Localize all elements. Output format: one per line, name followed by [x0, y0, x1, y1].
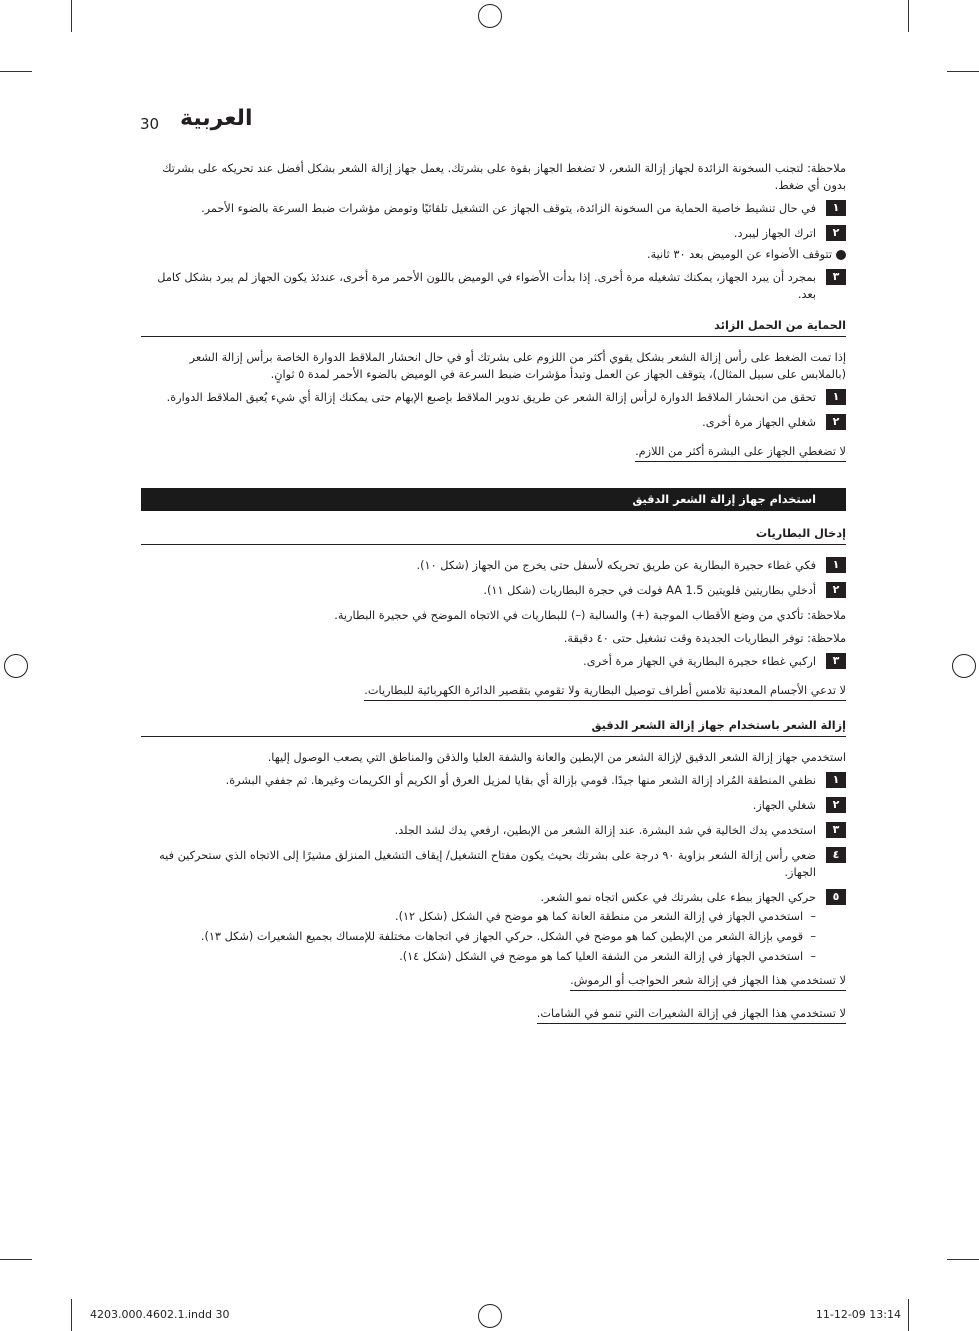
- list-item: [141, 269, 846, 303]
- registration-mark-icon: [478, 4, 502, 28]
- crop-mark: [908, 1299, 909, 1331]
- section-heading: إزالة الشعر باستخدام جهاز إزالة الشعر الدقيق: [141, 711, 846, 737]
- step-number: ١: [826, 200, 846, 216]
- step-text: شغلي الجهاز مرة أخرى.: [702, 416, 816, 429]
- crop-mark: [908, 0, 909, 32]
- step-text: اترك الجهاز ليبرد.: [733, 227, 816, 240]
- crop-mark: [0, 71, 32, 72]
- list-item: [141, 847, 846, 881]
- footer-file-info: 4203.000.4602.1.indd 30: [90, 1308, 230, 1321]
- step-number: ٣: [826, 269, 846, 285]
- step-number: ٣: [826, 653, 846, 669]
- step-number: ١: [826, 557, 846, 573]
- list-item: [141, 557, 846, 574]
- step-text: أدخلي بطاريتين قلويتين AA 1.5 فولت في حجرة البطاريات (شكل ١١).: [483, 584, 816, 597]
- list-item: [141, 582, 846, 599]
- list-item: [141, 200, 846, 217]
- note-paragraph: ملاحظة: تأكدي من وضع الأقطاب الموجبة (+) والسالبة (–) للبطاريات في الاتجاه الموضح في حجيرة البطارية.: [334, 609, 846, 622]
- section-title-bar: استخدام جهاز إزالة الشعر الدقيق: [141, 488, 846, 511]
- crop-mark: [71, 0, 72, 32]
- tip-text: تتوقف الأضواء عن الوميض بعد ٣٠ ثانية.: [646, 248, 832, 261]
- step-text: حركي الجهاز ببطء على بشرتك في عكس اتجاه نمو الشعر.: [540, 891, 816, 904]
- step-number: ٣: [826, 822, 846, 838]
- crop-mark: [947, 71, 979, 72]
- step-text: اركبي غطاء حجيرة البطارية في الجهاز مرة أخرى.: [583, 655, 816, 668]
- dash-item: – استخدمي الجهاز في إزالة الشعر من منطقة العانة كما هو موضح في الشكل (شكل ١٢).: [394, 910, 816, 923]
- step-text: تحقق من انحشار الملاقط الدوارة لرأس إزالة الشعر عن طريق تدوير الملاقط بإصبع الإبهام حتى يمكنك إزالة أي شيء يُعيق الملاقط الدوارة.: [166, 391, 816, 404]
- step-number: ٢: [826, 225, 846, 241]
- step-text: شغلي الجهاز.: [752, 799, 816, 812]
- registration-mark-icon: [952, 654, 976, 678]
- registration-mark-icon: [478, 1304, 502, 1328]
- step-number: ١: [826, 389, 846, 405]
- crop-mark: [0, 1259, 32, 1260]
- crop-mark: [71, 1299, 72, 1331]
- step-text: بمجرد أن يبرد الجهاز، يمكنك تشغيله مرة أخرى. إذا بدأت الأضواء في الوميض باللون الأحمر مرة أخرى، عندئذ يكون الجهاز لم يبرد بشكل كامل بعد.: [157, 271, 816, 301]
- step-number: ٤: [826, 847, 846, 863]
- intro-paragraph: إذا تمت الضغط على رأس إزالة الشعر بشكل يقوي أكثر من اللزوم على بشرتك أو في حال انحشار الملاقط الدوارة الخاصة برأس إزالة الشعر (بالملابس على سبيل المثال)، يتوقف الجهاز عن العمل وتبدأ مؤشرات ضبط السرعة في الوميض بالضوء الأحمر لمدة ٥ ثوانٍ.: [189, 351, 846, 381]
- note-paragraph: ملاحظة: توفر البطاريات الجديدة وقت تشغيل حتى ٤٠ دقيقة.: [563, 632, 846, 645]
- dash-text: استخدمي الجهاز في إزالة الشعر من الشفة العليا كما هو موضح في الشكل (شكل ١٤).: [399, 950, 804, 963]
- warning-text: لا تضغطي الجهاز على البشرة أكثر من اللازم.: [635, 443, 846, 462]
- dash-item: – قومي بإزالة الشعر من الإبطين كما هو موضح في الشكل. حركي الجهاز في اتجاهات مختلفة للإمساك بجميع الشعيرات (شكل ١٣).: [200, 930, 816, 943]
- list-item: [141, 389, 846, 406]
- warning-text: لا تستخدمي هذا الجهاز في إزالة شعر الحواجب أو الرموش.: [570, 972, 846, 991]
- intro-paragraph: استخدمي جهاز إزالة الشعر الدقيق لإزالة الشعر من الإبطين والعانة والشفة العليا والذقن والمناطق التي يصعب الوصول إليها.: [267, 751, 846, 764]
- list-item: [141, 653, 846, 670]
- step-number: ٢: [826, 797, 846, 813]
- list-item: [141, 225, 846, 242]
- page-number: 30: [140, 115, 160, 133]
- step-text: فكي غطاء حجيرة البطارية عن طريق تحريكه لأسفل حتى يخرج من الجهاز (شكل ١٠).: [416, 559, 816, 572]
- step-text: نظفي المنطقة المُراد إزالة الشعر منها جيدًا. قومي بإزالة أي بقايا لمزيل العرق أو الكريم أو الكريمات وغيرها. ثم جففي البشرة.: [225, 774, 816, 787]
- section-heading: إدخال البطاريات: [141, 519, 846, 545]
- list-item: [141, 889, 846, 906]
- step-number: ٢: [826, 582, 846, 598]
- dash-text: استخدمي الجهاز في إزالة الشعر من منطقة العانة كما هو موضح في الشكل (شكل ١٢).: [394, 910, 804, 923]
- step-text: في حال تنشيط خاصية الحماية من السخونة الزائدة، يتوقف الجهاز عن التشغيل تلقائيًا وتومض مؤشرات ضبط السرعة بالضوء الأحمر.: [201, 202, 816, 215]
- registration-mark-icon: [4, 654, 28, 678]
- step-number: ١: [826, 772, 846, 788]
- step-number: ٢: [826, 414, 846, 430]
- list-item: [141, 772, 846, 789]
- footer-datetime: 11-12-09 13:14: [815, 1308, 901, 1321]
- warning-text: لا تدعي الأجسام المعدنية تلامس أطراف توصيل البطارية ولا تقومي بتقصير الدائرة الكهربائية للبطاريات.: [364, 682, 846, 701]
- section-heading: الحماية من الحمل الزائد: [141, 311, 846, 337]
- step-number: ٥: [826, 889, 846, 905]
- language-title: العربية: [180, 106, 253, 131]
- tip-note: [141, 246, 846, 263]
- note-paragraph: ملاحظة: لتجنب السخونة الزائدة لجهاز إزالة الشعر، لا تضغط الجهاز بقوة على بشرتك. يعمل جهاز إزالة الشعر بشكل أفضل عند تحريكه على بشرتك بدون أي ضغط.: [162, 162, 846, 192]
- step-text: ضعي رأس إزالة الشعر بزاوية ٩٠ درجة على بشرتك بحيث يكون مفتاح التشغيل/ إيقاف التشغيل المنزلق مشيرًا إلى الاتجاه الذي ستحركين فيه الجهاز.: [159, 849, 816, 879]
- crop-mark: [947, 1259, 979, 1260]
- page-content: [141, 160, 846, 1034]
- list-item: [141, 414, 846, 431]
- list-item: [141, 822, 846, 839]
- note-icon: [836, 250, 846, 260]
- list-item: [141, 797, 846, 814]
- step-text: استخدمي يدك الخالية في شد البشرة. عند إزالة الشعر من الإبطين، ارفعي يدك لشد الجلد.: [394, 824, 816, 837]
- warning-text: لا تستخدمي هذا الجهاز في إزالة الشعيرات التي تنمو في الشامات.: [537, 1005, 846, 1024]
- dash-text: قومي بإزالة الشعر من الإبطين كما هو موضح في الشكل. حركي الجهاز في اتجاهات مختلفة للإمساك بجميع الشعيرات (شكل ١٣).: [200, 930, 804, 943]
- dash-item: – استخدمي الجهاز في إزالة الشعر من الشفة العليا كما هو موضح في الشكل (شكل ١٤).: [399, 950, 816, 963]
